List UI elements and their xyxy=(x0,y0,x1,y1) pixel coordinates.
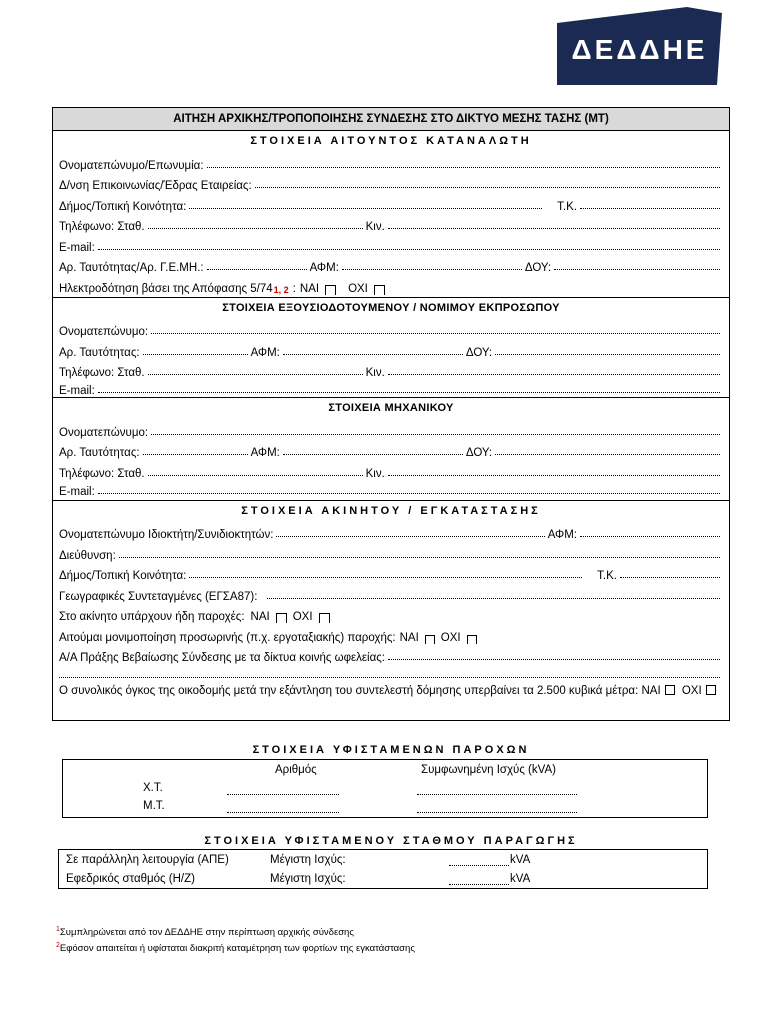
rep-mobile-label: Κιν. xyxy=(365,367,385,379)
eng-afm-label: ΑΦΜ: xyxy=(250,447,280,459)
prop-coords-row xyxy=(53,582,729,603)
rep-email-field[interactable] xyxy=(98,392,720,393)
station-row2-unit: kVA xyxy=(510,873,531,885)
eng-phone-label: Τηλέφωνο: Σταθ. xyxy=(59,467,145,480)
prop-permanent-no-label: ΟΧΙ xyxy=(440,631,461,644)
footnote-1-number: 1 xyxy=(56,926,60,933)
representative-heading: ΣΤΟΙΧΕΙΑ ΕΞΟΥΣΙΟΔΟΤΟΥΜΕΝΟΥ / ΝΟΜΙΜΟΥ ΕΚΠΡΟΣΩΠΟΥ xyxy=(222,301,560,314)
prop-coords-label: Γεωγραφικές Συντεταγμένες (ΕΓΣΑ87): xyxy=(59,590,258,603)
consumer-doy-label: ΔΟΥ: xyxy=(524,262,552,274)
rep-name-label: Ονοματεπώνυμο: xyxy=(59,326,149,338)
logo-text: ΔΕΔΔΗΕ xyxy=(571,34,708,65)
decision-yes-checkbox[interactable] xyxy=(325,285,336,295)
eng-name-label: Ονοματεπώνυμο: xyxy=(59,426,149,439)
consumer-email-label: E-mail: xyxy=(59,241,95,254)
section-representative xyxy=(53,297,729,398)
supplies-col-power: Συμφωνημένη Ισχύς (kVA) xyxy=(421,764,556,776)
prop-owners-label: Ονοματεπώνυμο Ιδιοκτήτη/Συνιδιοκτητών: xyxy=(59,529,274,541)
supplies-heading: ΣΤΟΙΧΕΙΑ ΥΦΙΣΤΑΜΕΝΩΝ ΠΑΡΟΧΩΝ xyxy=(252,744,530,756)
rep-id-row xyxy=(53,338,729,359)
rep-phone-field[interactable] xyxy=(148,374,363,375)
prop-owners-row xyxy=(53,521,729,542)
footnote-1-text: Συμπληρώνεται από τον ΔΕΔΔΗΕ στην περίπτωση αρχικής σύνδεσης xyxy=(59,927,354,939)
prop-volume-yes-checkbox[interactable] xyxy=(665,685,675,695)
property-heading: ΣΤΟΙΧΕΙΑ ΑΚΙΝΗΤΟΥ / ΕΓΚΑΤΑΣΤΑΣΗΣ xyxy=(241,504,541,517)
consumer-id-field[interactable] xyxy=(207,269,307,270)
prop-municipality-label: Δήμος/Τοπική Κοινότητα: xyxy=(59,570,187,582)
prop-existing-row xyxy=(53,603,729,624)
rep-afm-field[interactable] xyxy=(283,354,463,355)
decision-yes-label: ΝΑΙ xyxy=(299,282,320,295)
rep-doy-field[interactable] xyxy=(495,354,720,355)
consumer-mobile-field[interactable] xyxy=(388,228,720,229)
rep-afm-label: ΑΦΜ: xyxy=(250,346,280,359)
consumer-municipality-label: Δήμος/Τοπική Κοινότητα: xyxy=(59,200,187,213)
station-heading: ΣΤΟΙΧΕΙΑ ΥΦΙΣΤΑΜΕΝΟΥ ΣΤΑΘΜΟΥ ΠΑΡΑΓΩΓΗΣ xyxy=(204,835,578,847)
eng-email-label: E-mail: xyxy=(59,485,95,498)
prop-certificate-field[interactable] xyxy=(388,659,720,660)
consumer-decision-label: Ηλεκτροδότηση βάσει της Απόφασης 5/74 xyxy=(59,282,273,295)
consumer-phone-row xyxy=(53,213,729,234)
prop-certificate-field-2[interactable] xyxy=(59,677,720,678)
consumer-municipality-field[interactable] xyxy=(189,208,542,209)
station-table xyxy=(58,849,708,889)
rep-phone-label: Τηλέφωνο: Σταθ. xyxy=(59,367,145,379)
station-row1-power-field[interactable] xyxy=(449,855,509,866)
consumer-id-label: Αρ. Ταυτότητας/Αρ. Γ.Ε.ΜΗ.: xyxy=(59,262,204,274)
supplies-mv-power-field[interactable] xyxy=(417,802,577,813)
rep-name-field[interactable] xyxy=(151,333,720,334)
rep-email-label: E-mail: xyxy=(59,385,95,397)
prop-certificate-row xyxy=(53,644,729,665)
rep-email-row xyxy=(53,379,729,397)
prop-address-field[interactable] xyxy=(119,557,720,558)
prop-existing-no-checkbox[interactable] xyxy=(319,613,330,623)
engineer-heading: ΣΤΟΙΧΕΙΑ ΜΗΧΑΝΙΚΟΥ xyxy=(328,402,454,414)
consumer-address-field[interactable] xyxy=(255,187,720,188)
eng-phone-row xyxy=(53,459,729,480)
supplies-mv-number-field[interactable] xyxy=(227,802,339,813)
eng-doy-field[interactable] xyxy=(495,454,720,455)
prop-postcode-field[interactable] xyxy=(620,577,720,578)
eng-email-field[interactable] xyxy=(98,493,720,494)
eng-id-field[interactable] xyxy=(143,454,248,455)
eng-afm-field[interactable] xyxy=(283,454,463,455)
station-row1-max-label: Μέγιστη Ισχύς: xyxy=(270,854,346,866)
footnote-2-text: Εφόσον απαιτείται ή υφίσταται διακριτή καταμέτρηση των φορτίων της εγκατάστασης xyxy=(59,943,415,955)
footnote-1 xyxy=(56,923,415,939)
prop-permanent-no-checkbox[interactable] xyxy=(467,635,477,644)
prop-municipality-row xyxy=(53,562,729,583)
consumer-email-row xyxy=(53,233,729,254)
consumer-id-row xyxy=(53,254,729,275)
prop-permanent-yes-label: ΝΑΙ xyxy=(399,631,419,644)
consumer-decision-row xyxy=(53,274,729,295)
prop-volume-paragraph xyxy=(53,682,729,698)
station-row1-unit: kVA xyxy=(510,854,531,866)
prop-permanent-label: Αιτούμαι μονιμοποίηση προσωρινής (π.χ. εργοταξιακής) παροχής: xyxy=(59,631,396,644)
consumer-heading: ΣΤΟΙΧΕΙΑ ΑΙΤΟΥΝΤΟΣ ΚΑΤΑΝΑΛΩΤΗ xyxy=(250,135,532,147)
eng-id-row xyxy=(53,439,729,460)
prop-permanent-row xyxy=(53,623,729,644)
eng-name-row xyxy=(53,418,729,439)
rep-mobile-field[interactable] xyxy=(388,374,720,375)
prop-municipality-field[interactable] xyxy=(189,577,582,578)
station-row2-label: Εφεδρικός σταθμός (Η/Ζ) xyxy=(66,873,195,885)
supplies-row-lv-label: Χ.Τ. xyxy=(143,782,163,794)
prop-volume-no-checkbox[interactable] xyxy=(706,685,716,695)
consumer-name-field[interactable] xyxy=(207,167,720,168)
prop-certificate-row-2 xyxy=(53,664,729,682)
consumer-email-field[interactable] xyxy=(98,249,720,250)
prop-existing-no-label: ΟΧΙ xyxy=(292,611,313,623)
footnote-2 xyxy=(56,939,415,955)
prop-volume-yes-label: ΝΑΙ xyxy=(641,685,661,697)
section-consumer xyxy=(53,131,729,295)
consumer-address-row xyxy=(53,172,729,193)
application-form xyxy=(52,107,730,721)
consumer-mobile-label: Κιν. xyxy=(365,221,385,233)
consumer-phone-label: Τηλέφωνο: Σταθ. xyxy=(59,221,145,233)
prop-owners-field[interactable] xyxy=(276,536,544,537)
consumer-postcode-field[interactable] xyxy=(580,208,720,209)
consumer-afm-label: ΑΦΜ: xyxy=(309,262,339,274)
eng-email-row xyxy=(53,480,729,498)
section-property xyxy=(53,500,729,699)
footnote-2-number: 2 xyxy=(56,942,60,950)
consumer-municipality-row xyxy=(53,192,729,213)
supplies-row-mv-label: Μ.Τ. xyxy=(143,800,165,812)
rep-doy-label: ΔΟΥ: xyxy=(465,346,493,359)
decision-footnote-ref: 1, 2 xyxy=(273,284,289,295)
section-engineer xyxy=(53,397,729,498)
supplies-col-number: Αριθμός xyxy=(275,764,317,776)
prop-coords-field[interactable] xyxy=(267,598,720,599)
station-row2-max-label: Μέγιστη Ισχύς: xyxy=(270,873,346,885)
prop-afm-label: ΑΦΜ: xyxy=(547,529,577,541)
company-logo xyxy=(557,7,722,87)
decision-colon: : xyxy=(292,282,296,295)
prop-certificate-label: Α/Α Πράξης Βεβαίωσης Σύνδεσης με τα δίκτυα κοινής ωφελείας: xyxy=(59,652,385,664)
eng-name-field[interactable] xyxy=(151,434,720,435)
prop-existing-label: Στο ακίνητο υπάρχουν ήδη παροχές: xyxy=(59,611,245,623)
eng-mobile-field[interactable] xyxy=(388,475,720,476)
rep-phone-row xyxy=(53,359,729,380)
rep-id-field[interactable] xyxy=(143,354,248,355)
consumer-doy-field[interactable] xyxy=(554,269,720,270)
consumer-postcode-label: Τ.Κ. xyxy=(557,200,577,213)
decision-no-checkbox[interactable] xyxy=(374,285,385,295)
consumer-address-label: Δ/νση Επικοινωνίας/Έδρας Εταιρείας: xyxy=(59,180,252,192)
eng-phone-field[interactable] xyxy=(148,475,363,476)
form-title: ΑΙΤΗΣΗ ΑΡΧΙΚΗΣ/ΤΡΟΠΟΠΟΙΗΣΗΣ ΣΥΝΔΕΣΗΣ ΣΤΟ ΔΙΚΤΥΟ ΜΕΣΗΣ ΤΑΣΗΣ (ΜΤ) xyxy=(53,108,729,131)
decision-no-label: ΟΧΙ xyxy=(348,282,368,295)
supplies-table xyxy=(62,759,708,818)
consumer-name-row xyxy=(53,151,729,172)
supplies-lv-power-field[interactable] xyxy=(417,784,577,795)
eng-doy-label: ΔΟΥ: xyxy=(465,447,493,459)
prop-address-label: Διεύθυνση: xyxy=(59,549,116,562)
consumer-name-label: Ονοματεπώνυμο/Επωνυμία: xyxy=(59,159,204,172)
eng-id-label: Αρ. Ταυτότητας: xyxy=(59,447,140,459)
prop-existing-yes-label: ΝΑΙ xyxy=(250,611,270,623)
rep-name-row xyxy=(53,318,729,339)
prop-address-row xyxy=(53,541,729,562)
station-row1-label: Σε παράλληλη λειτουργία (ΑΠΕ) xyxy=(66,854,229,866)
supplies-lv-number-field[interactable] xyxy=(227,784,339,795)
prop-volume-no-label: ΟΧΙ xyxy=(681,685,702,697)
prop-permanent-yes-checkbox[interactable] xyxy=(425,635,435,644)
prop-volume-label: Ο συνολικός όγκος της οικοδομής μετά την εξάντληση του συντελεστή δόμησης υπερβαίνει τα 2.500 κυβικά μέτρα: xyxy=(59,685,639,697)
consumer-afm-field[interactable] xyxy=(342,269,522,270)
station-row2-power-field[interactable] xyxy=(449,874,509,885)
footnotes xyxy=(56,923,415,955)
rep-id-label: Αρ. Ταυτότητας: xyxy=(59,346,140,359)
prop-afm-field[interactable] xyxy=(580,536,720,537)
prop-existing-yes-checkbox[interactable] xyxy=(276,613,287,623)
prop-postcode-label: Τ.Κ. xyxy=(597,570,617,582)
eng-mobile-label: Κιν. xyxy=(365,467,385,480)
consumer-phone-field[interactable] xyxy=(148,228,363,229)
